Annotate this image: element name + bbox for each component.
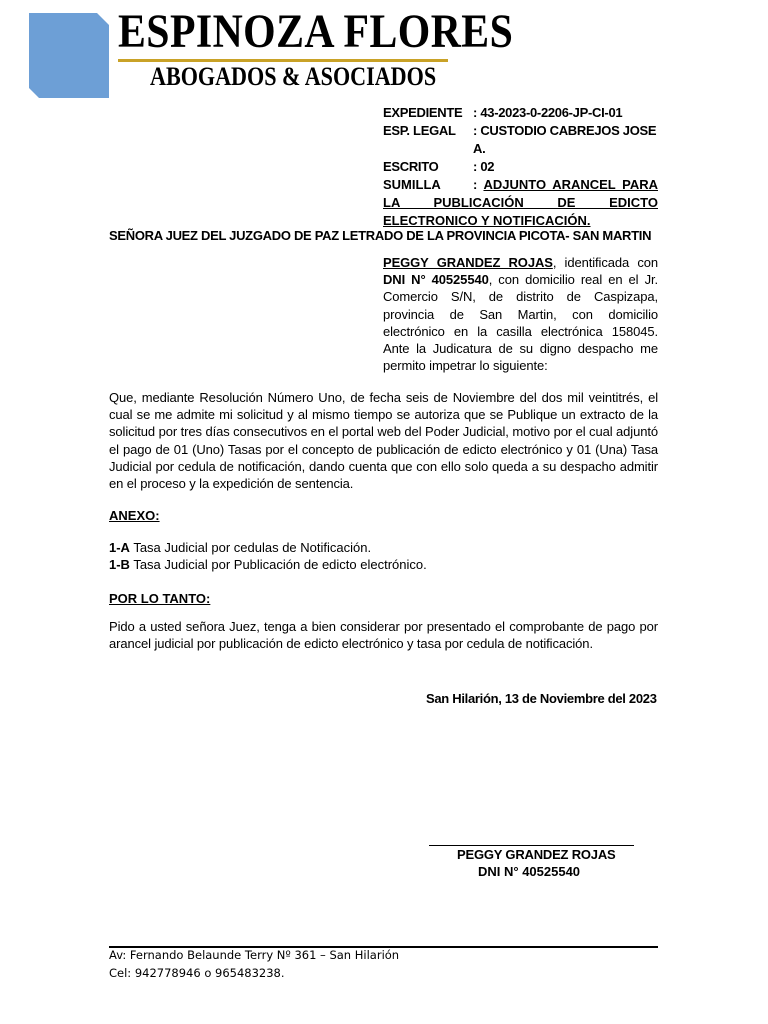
anexo-item (109, 540, 371, 555)
firm-name: ESPINOZA FLORES (118, 5, 514, 58)
escrito-label: ESCRITO (383, 159, 439, 174)
date-line: San Hilarión, 13 de Noviembre del 2023 (426, 691, 657, 706)
esp-legal-row (383, 122, 658, 158)
esp-legal-label: ESP. LEGAL (383, 123, 456, 138)
sumilla-label: SUMILLA (383, 177, 441, 192)
signature-line (429, 845, 634, 846)
intro-text-2: , con domicilio real en el Jr. Comercio S/N, de distrito de Caspizapa, provincia de San Martin, con domicilio electrónico en la casilla electrónica 158045. Ante la Judicatura de su digno despacho me permito impetrar lo siguiente: (383, 272, 658, 374)
footer-phone: Cel: 942778946 o 965483238. (109, 966, 285, 980)
anexo-item-code: 1-B (109, 557, 130, 572)
sumilla-value: ADJUNTO ARANCEL PARA LA PUBLICACIÓN DE EDICTO ELECTRONICO Y NOTIFICACIÓN. (383, 177, 658, 228)
intro-dni: DNI N° 40525540 (383, 272, 489, 288)
intro-name: PEGGY GRANDEZ ROJAS (383, 255, 553, 270)
firm-subtitle: ABOGADOS & ASOCIADOS (150, 62, 437, 91)
anexo-item (109, 557, 427, 572)
anexo-item-code: 1-A (109, 540, 130, 555)
escrito-value: : 02 (473, 159, 495, 174)
anexo-item-text: Tasa Judicial por Publicación de edicto electrónico. (129, 557, 427, 572)
intro-paragraph (383, 254, 658, 374)
body-paragraph: Que, mediante Resolución Número Uno, de fecha seis de Noviembre del dos mil veintitrés, el cual se me admite mi solicitud y al mismo tiempo se autoriza que se Publique un extracto de la solicitud por tres días consecutivos en el portal web del Poder Judicial, motivo por el cual adjuntó el pago de 01 (Uno) Tasas por el concepto de publicación de edicto electrónico y 01 (Una) Tasa Judicial por cedula de notificación, dando cuenta que con ello solo queda a su despacho admitir en el proceso y la expedición de sentencia. (109, 390, 658, 492)
addressee: SEÑORA JUEZ DEL JUZGADO DE PAZ LETRADO DE LA PROVINCIA PICOTA- SAN MARTIN (109, 228, 652, 243)
signature-dni: DNI N° 40525540 (478, 864, 581, 879)
firm-logo-icon (29, 13, 109, 98)
expediente-value: : 43-2023-0-2206-JP-CI-01 (473, 105, 623, 120)
anexo-item-text: Tasa Judicial por cedulas de Notificación. (129, 540, 372, 555)
footer-address: Av: Fernando Belaunde Terry Nº 361 – San Hilarión (109, 948, 400, 962)
case-metadata (383, 104, 658, 230)
sumilla-colon: : (473, 177, 478, 192)
intro-text-1: , identificada con (552, 255, 658, 270)
escrito-row (383, 158, 658, 176)
por-lo-tanto-heading: POR LO TANTO: (109, 591, 211, 606)
expediente-row (383, 104, 658, 122)
expediente-label: EXPEDIENTE (383, 105, 463, 120)
esp-legal-value: : CUSTODIO CABREJOS JOSE A. (473, 123, 657, 156)
por-lo-tanto-paragraph: Pido a usted señora Juez, tenga a bien considerar por presentado el comprobante de pago por arancel judicial por publicación de edicto electrónico y tasa por cedula de notificación. (109, 619, 658, 652)
anexo-heading: ANEXO: (109, 508, 160, 523)
signature-name: PEGGY GRANDEZ ROJAS (457, 847, 616, 862)
sumilla-block (383, 176, 658, 230)
